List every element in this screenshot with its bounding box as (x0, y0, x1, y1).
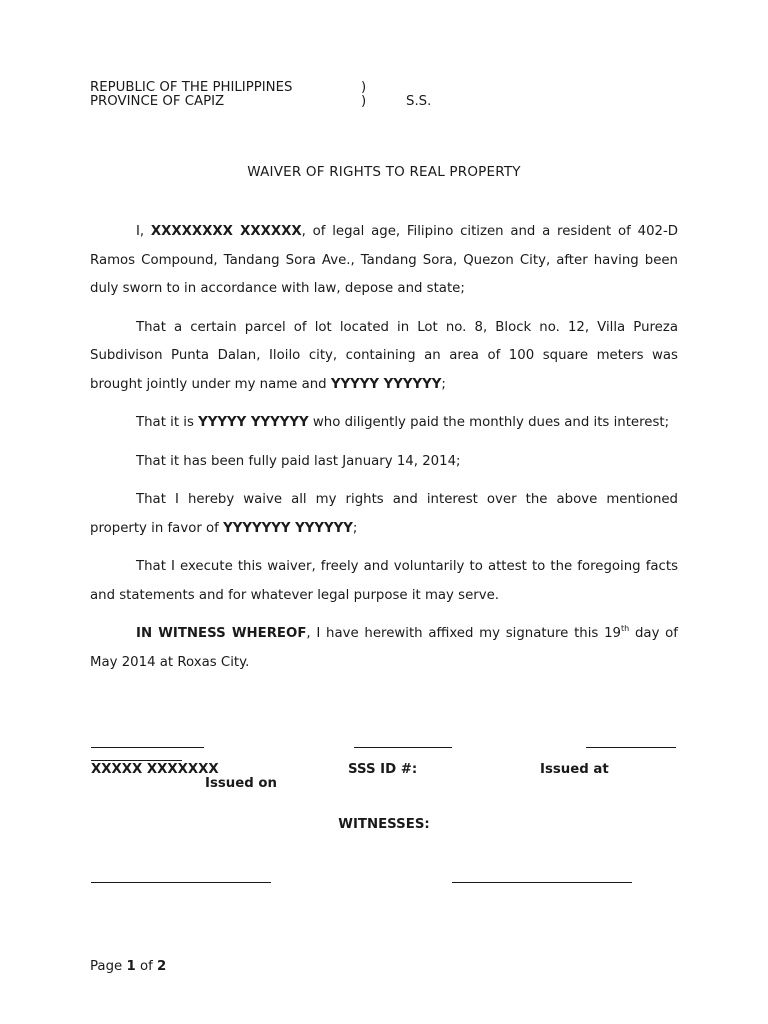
venue-province: PROVINCE OF CAPIZ (90, 94, 225, 109)
document-title: WAIVER OF RIGHTS TO REAL PROPERTY (247, 164, 521, 180)
venue-paren-2: ) (361, 94, 367, 109)
p1-pre: I, (136, 224, 151, 239)
venue-line-2 (90, 94, 432, 109)
sss-id-label: SSS ID #: (348, 762, 418, 777)
venue-republic: REPUBLIC OF THE PHILIPPINES (90, 80, 293, 95)
venue-paren-1: ) (361, 80, 367, 95)
footer-of-word: of (139, 959, 153, 974)
witnesses-heading: WITNESSES: (338, 817, 430, 832)
beneficiary-name: YYYYYYY YYYYYY (223, 520, 353, 536)
page-footer (90, 959, 166, 974)
witness-line-2 (452, 882, 632, 883)
p3-pre: That it is (136, 415, 199, 430)
p2-post: ; (441, 376, 446, 392)
p1-post: , of legal age, Filipino citizen and a resident of 402-D Ramos Compound, Tandang Sora Ave., Tandang Sora, Quezon City, after having been duly sworn to in accordance with law, depose and state; (90, 224, 679, 296)
paragraph-lot (90, 314, 678, 400)
paragraph-waive (90, 486, 678, 543)
p5-pre: That I hereby waive all my rights and interest over the above mentioned property in favor of (90, 492, 678, 536)
footer-total-pages: 2 (157, 959, 167, 974)
paragraph-affiant (90, 218, 678, 304)
issued-on-label: Issued on (205, 776, 278, 791)
witness-whereof-lead: IN WITNESS WHEREOF (136, 626, 307, 641)
affiant-name: XXXXXXXX XXXXXX (150, 224, 302, 239)
p2-pre: That a certain parcel of lot located in Lot no. 8, Block no. 12, Villa Pureza Subdivison Punta Dalan, Iloilo city, containing an area of 100 square meters was brought jointly under my name and (90, 319, 678, 392)
paragraph-execute: That I execute this waiver, freely and voluntarily to attest to the foregoing facts and statements and for whatever legal purpose it may serve. (90, 559, 678, 603)
venue-block (90, 80, 432, 109)
p3-post: who diligently paid the monthly dues and its interest; (308, 415, 670, 430)
sss-id-line (354, 747, 452, 748)
signature-line (91, 747, 204, 748)
co-owner-name: YYYYY YYYYYY (330, 376, 442, 392)
day-ordinal-suffix: th (621, 624, 630, 633)
witness-line-1 (91, 882, 271, 883)
issued-at-line (586, 747, 676, 748)
paragraph-witness-whereof (90, 620, 678, 677)
affiant-signature-name: XXXXX XXXXXXX (91, 762, 219, 777)
venue-ss: S.S. (406, 94, 432, 109)
footer-page-word: Page (90, 959, 123, 974)
p5-post: ; (352, 520, 358, 536)
document-body (90, 218, 678, 687)
issued-at-label: Issued at (540, 762, 609, 777)
venue-line-1 (90, 80, 367, 95)
paragraph-paid: That it has been fully paid last January 14, 2014; (136, 453, 461, 469)
payer-name: YYYYY YYYYYY (198, 415, 309, 430)
signature-line-extension (91, 760, 182, 761)
p7-post: day of May 2014 at Roxas City. (90, 626, 678, 670)
paragraph-payer (90, 409, 678, 438)
p7-mid: , I have herewith affixed my signature this 19 (306, 626, 622, 641)
footer-current-page: 1 (126, 959, 136, 974)
